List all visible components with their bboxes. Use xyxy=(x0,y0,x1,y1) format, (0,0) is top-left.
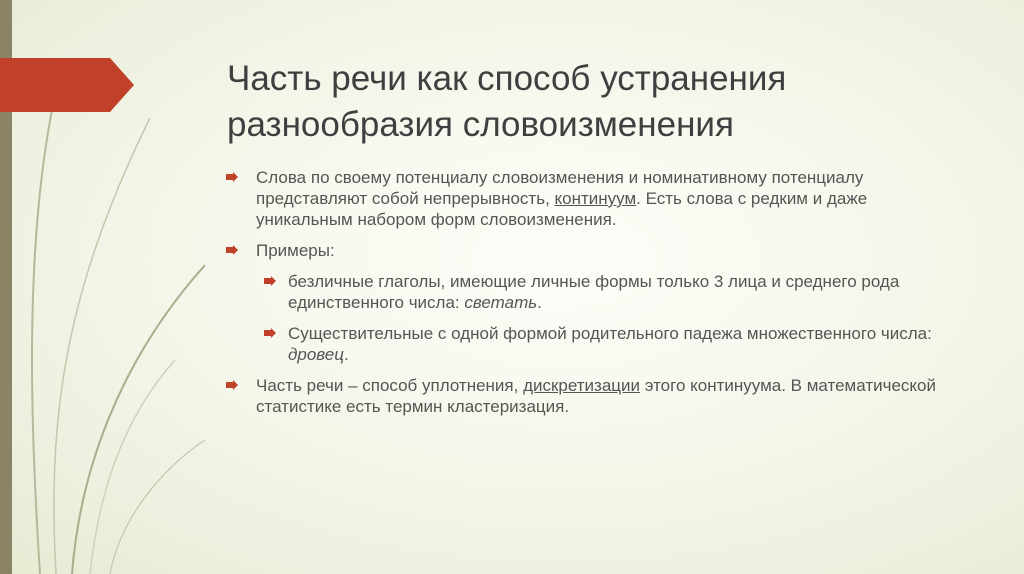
arrow-bullet-icon xyxy=(226,245,238,255)
bullet-text: Примеры: xyxy=(256,241,335,260)
example-word: дровец xyxy=(288,345,344,364)
bullet-text: . xyxy=(537,293,542,312)
bullet-text: Слова по своему потенциалу словоизменения и номинативному потенциалу представляют собой непрерывность, xyxy=(256,168,864,208)
bullet-text: . xyxy=(343,345,349,364)
slide-title: Часть речи как способ устранения разнообразия словоизменения xyxy=(227,59,787,144)
bullet-text: этого континуума. В математической статистике есть термин кластеризация. xyxy=(256,376,936,416)
bullet-text: Часть речи – способ уплотнения, xyxy=(256,376,524,395)
sub-bullet-item xyxy=(226,323,966,365)
slide-content xyxy=(226,167,966,427)
bullet-item xyxy=(226,167,966,230)
title-accent-arrow xyxy=(0,58,134,112)
arrow-bullet-icon xyxy=(264,276,276,286)
bullet-text: безличные глаголы, имеющие личные формы только 3 лица и среднего рода единственного числа: xyxy=(288,272,900,312)
bullet-text: Существительные с одной формой родительного падежа множественного числа: xyxy=(288,324,932,343)
hyperlink-term[interactable]: континуум xyxy=(554,189,637,208)
hyperlink-term[interactable]: дискретизации xyxy=(523,376,641,395)
arrow-bullet-icon xyxy=(264,328,276,338)
bullet-item xyxy=(226,240,966,261)
sub-bullet-item xyxy=(226,271,966,313)
example-word: светать xyxy=(464,293,538,312)
arrow-bullet-icon xyxy=(226,380,238,390)
bullet-text: . Есть слова с редким и даже уникальным набором форм словоизменения. xyxy=(256,189,868,229)
bullet-item xyxy=(226,375,966,417)
arrow-bullet-icon xyxy=(226,172,238,182)
